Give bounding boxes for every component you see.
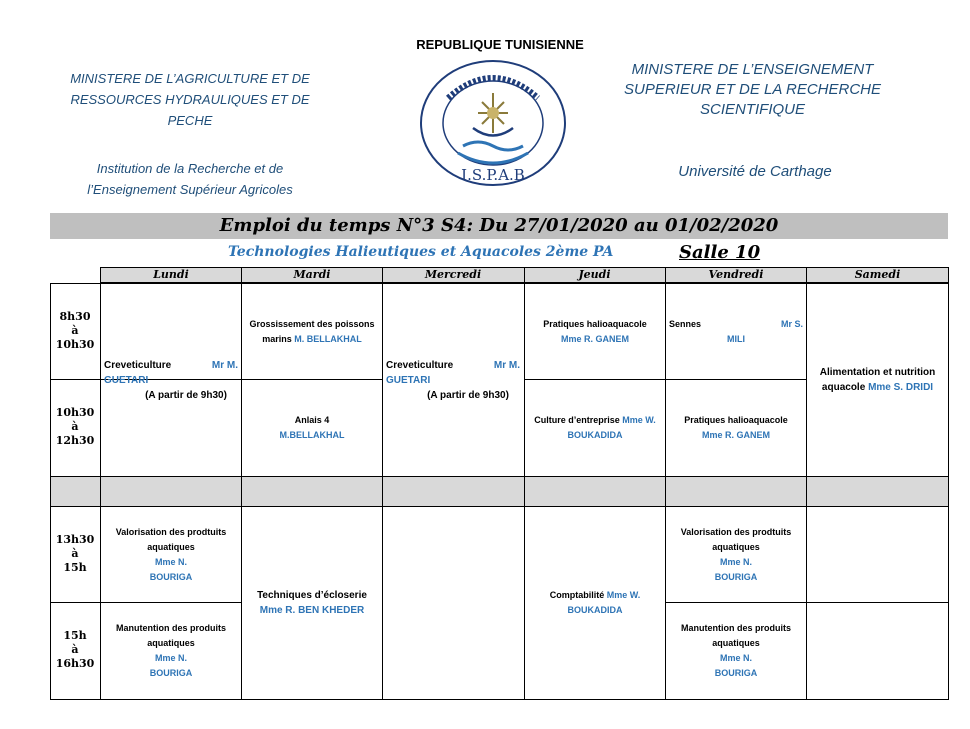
lunch-break-row <box>50 477 948 506</box>
session-mardi-1 <box>242 284 382 379</box>
day-jeudi: Jeudi <box>578 268 611 281</box>
schedule-title: Emploi du temps N°3 S4: Du 27/01/2020 au 01/02/2020 <box>50 213 948 239</box>
time-end: 16h30 <box>55 657 95 670</box>
session-mardi-2 <box>242 380 382 476</box>
left-ministry-line-3: PECHE <box>167 113 213 128</box>
teacher-name: MILI <box>727 333 745 344</box>
logo-text: I.S.P.A.B <box>461 166 525 184</box>
course-name: Manutention des produits aquatiques <box>681 623 791 648</box>
teacher-name: BOURIGA <box>149 668 193 678</box>
session-samedi-morning <box>807 284 948 476</box>
left-ministry-line-2: RESSOURCES HYDRAULIQUES ET DE <box>70 92 310 107</box>
teacher-name: Mme S. DRIDI <box>868 382 934 393</box>
right-ministry-line-3: SCIENTIFIQUE <box>699 101 805 118</box>
right-university: Université de Carthage <box>678 163 832 180</box>
left-institution-line-2: l’Enseignement Supérieur Agricoles <box>87 182 293 197</box>
time-start: 8h30 <box>59 310 91 323</box>
left-institution-line-1: Institution de la Recherche et de <box>96 161 284 176</box>
teacher-name: BOURIGA <box>714 571 758 582</box>
teacher-name: BOUKADIDA <box>567 605 623 615</box>
course-name: Grossissement des poissons marins <box>249 318 375 344</box>
session-jeudi-1 <box>525 284 665 379</box>
course-name: Techniques d’écloserie <box>257 590 367 601</box>
left-ministry-line-1: MINISTERE DE L’AGRICULTURE ET DE <box>70 71 310 86</box>
teacher-prefix: Mme N. <box>154 556 187 567</box>
course-name: Creveticulture <box>104 359 172 371</box>
course-name: Pratiques halioaquacole <box>684 415 788 425</box>
session-note: (A partir de 9h30) <box>145 389 227 401</box>
time-start: 13h30 <box>55 533 95 546</box>
session-mercredi-morning <box>383 284 524 476</box>
time-slot-2 <box>50 406 100 448</box>
session-vendredi-3 <box>666 507 806 602</box>
teacher-prefix: Mme W. <box>606 590 641 600</box>
teacher-prefix: Mme W. <box>622 415 656 425</box>
session-lundi-4 <box>101 603 241 699</box>
grid-line <box>50 699 949 700</box>
course-name: Valorisation des prodtuits aquatiques <box>680 526 792 552</box>
day-mardi: Mardi <box>293 268 331 281</box>
teacher-name: M.BELLAKHAL <box>279 430 345 440</box>
time-start: 10h30 <box>55 406 95 419</box>
day-vendredi: Vendredi <box>708 268 764 281</box>
ispab-logo <box>418 58 568 188</box>
time-separator: à <box>71 420 79 433</box>
time-separator: à <box>71 643 79 656</box>
session-lundi-morning <box>101 284 241 476</box>
day-lundi: Lundi <box>153 268 189 281</box>
teacher-prefix: Mr M. <box>493 359 520 371</box>
session-jeudi-2 <box>525 380 665 476</box>
teacher-name: BOUKADIDA <box>567 430 623 440</box>
session-jeudi-afternoon <box>525 507 665 699</box>
teacher-name: Mme R. GANEM <box>701 430 770 440</box>
time-end: 15h <box>63 561 87 574</box>
room-label: Salle 10 <box>679 242 761 263</box>
teacher-name: Mme R. GANEM <box>560 333 629 344</box>
course-name: Comptabilité <box>549 590 605 600</box>
course-name: Culture d’entreprise <box>534 415 620 425</box>
teacher-prefix: Mr M. <box>211 359 238 371</box>
teacher-prefix: Mme N. <box>154 653 187 663</box>
right-ministry <box>600 60 905 120</box>
session-vendredi-2 <box>666 380 806 476</box>
right-ministry-line-1: MINISTERE DE L’ENSEIGNEMENT <box>631 61 874 78</box>
teacher-name: GUETARI <box>386 374 431 386</box>
grid-line <box>50 283 101 284</box>
left-institution <box>55 158 325 200</box>
session-vendredi-1 <box>666 284 806 379</box>
time-slot-4 <box>50 629 100 671</box>
time-separator: à <box>71 324 79 337</box>
session-lundi-3 <box>101 507 241 602</box>
course-name: Alimentation et nutrition aquacole <box>819 367 936 393</box>
course-name: Creveticulture <box>386 359 454 371</box>
teacher-name: BOURIGA <box>714 668 758 678</box>
time-separator: à <box>71 547 79 560</box>
right-ministry-line-2: SUPERIEUR ET DE LA RECHERCHE <box>624 81 881 98</box>
teacher-prefix: Mme N. <box>719 653 752 663</box>
time-end: 10h30 <box>55 338 95 351</box>
session-note: (A partir de 9h30) <box>427 389 509 401</box>
day-mercredi: Mercredi <box>424 268 482 281</box>
course-name: Anlais 4 <box>294 415 330 425</box>
grid-line <box>50 476 949 477</box>
teacher-name: GUETARI <box>104 374 149 386</box>
left-ministry <box>55 68 325 131</box>
course-name: Pratiques halioaquacole <box>543 318 647 329</box>
course-name: Valorisation des prodtuits aquatiques <box>115 526 227 552</box>
time-start: 15h <box>63 629 87 642</box>
session-vendredi-4 <box>666 603 806 699</box>
republic-title: REPUBLIQUE TUNISIENNE <box>416 37 584 52</box>
time-slot-1 <box>50 310 100 352</box>
time-end: 12h30 <box>55 434 95 447</box>
teacher-name: Mme R. BEN KHEDER <box>259 605 365 616</box>
time-slot-3 <box>50 533 100 575</box>
grid-line <box>948 267 949 700</box>
teacher-name: BOURIGA <box>149 571 193 582</box>
day-samedi: Samedi <box>854 268 901 281</box>
program-subtitle: Technologies Halieutiques et Aquacoles 2ème PA <box>228 244 614 260</box>
teacher-prefix: Mr S. <box>780 318 803 329</box>
teacher-name: M. BELLAKHAL <box>294 333 362 344</box>
course-name: Manutention des produits aquatiques <box>116 623 226 648</box>
session-mardi-afternoon <box>242 507 382 699</box>
teacher-prefix: Mme N. <box>719 556 752 567</box>
course-name: Sennes <box>669 318 702 329</box>
